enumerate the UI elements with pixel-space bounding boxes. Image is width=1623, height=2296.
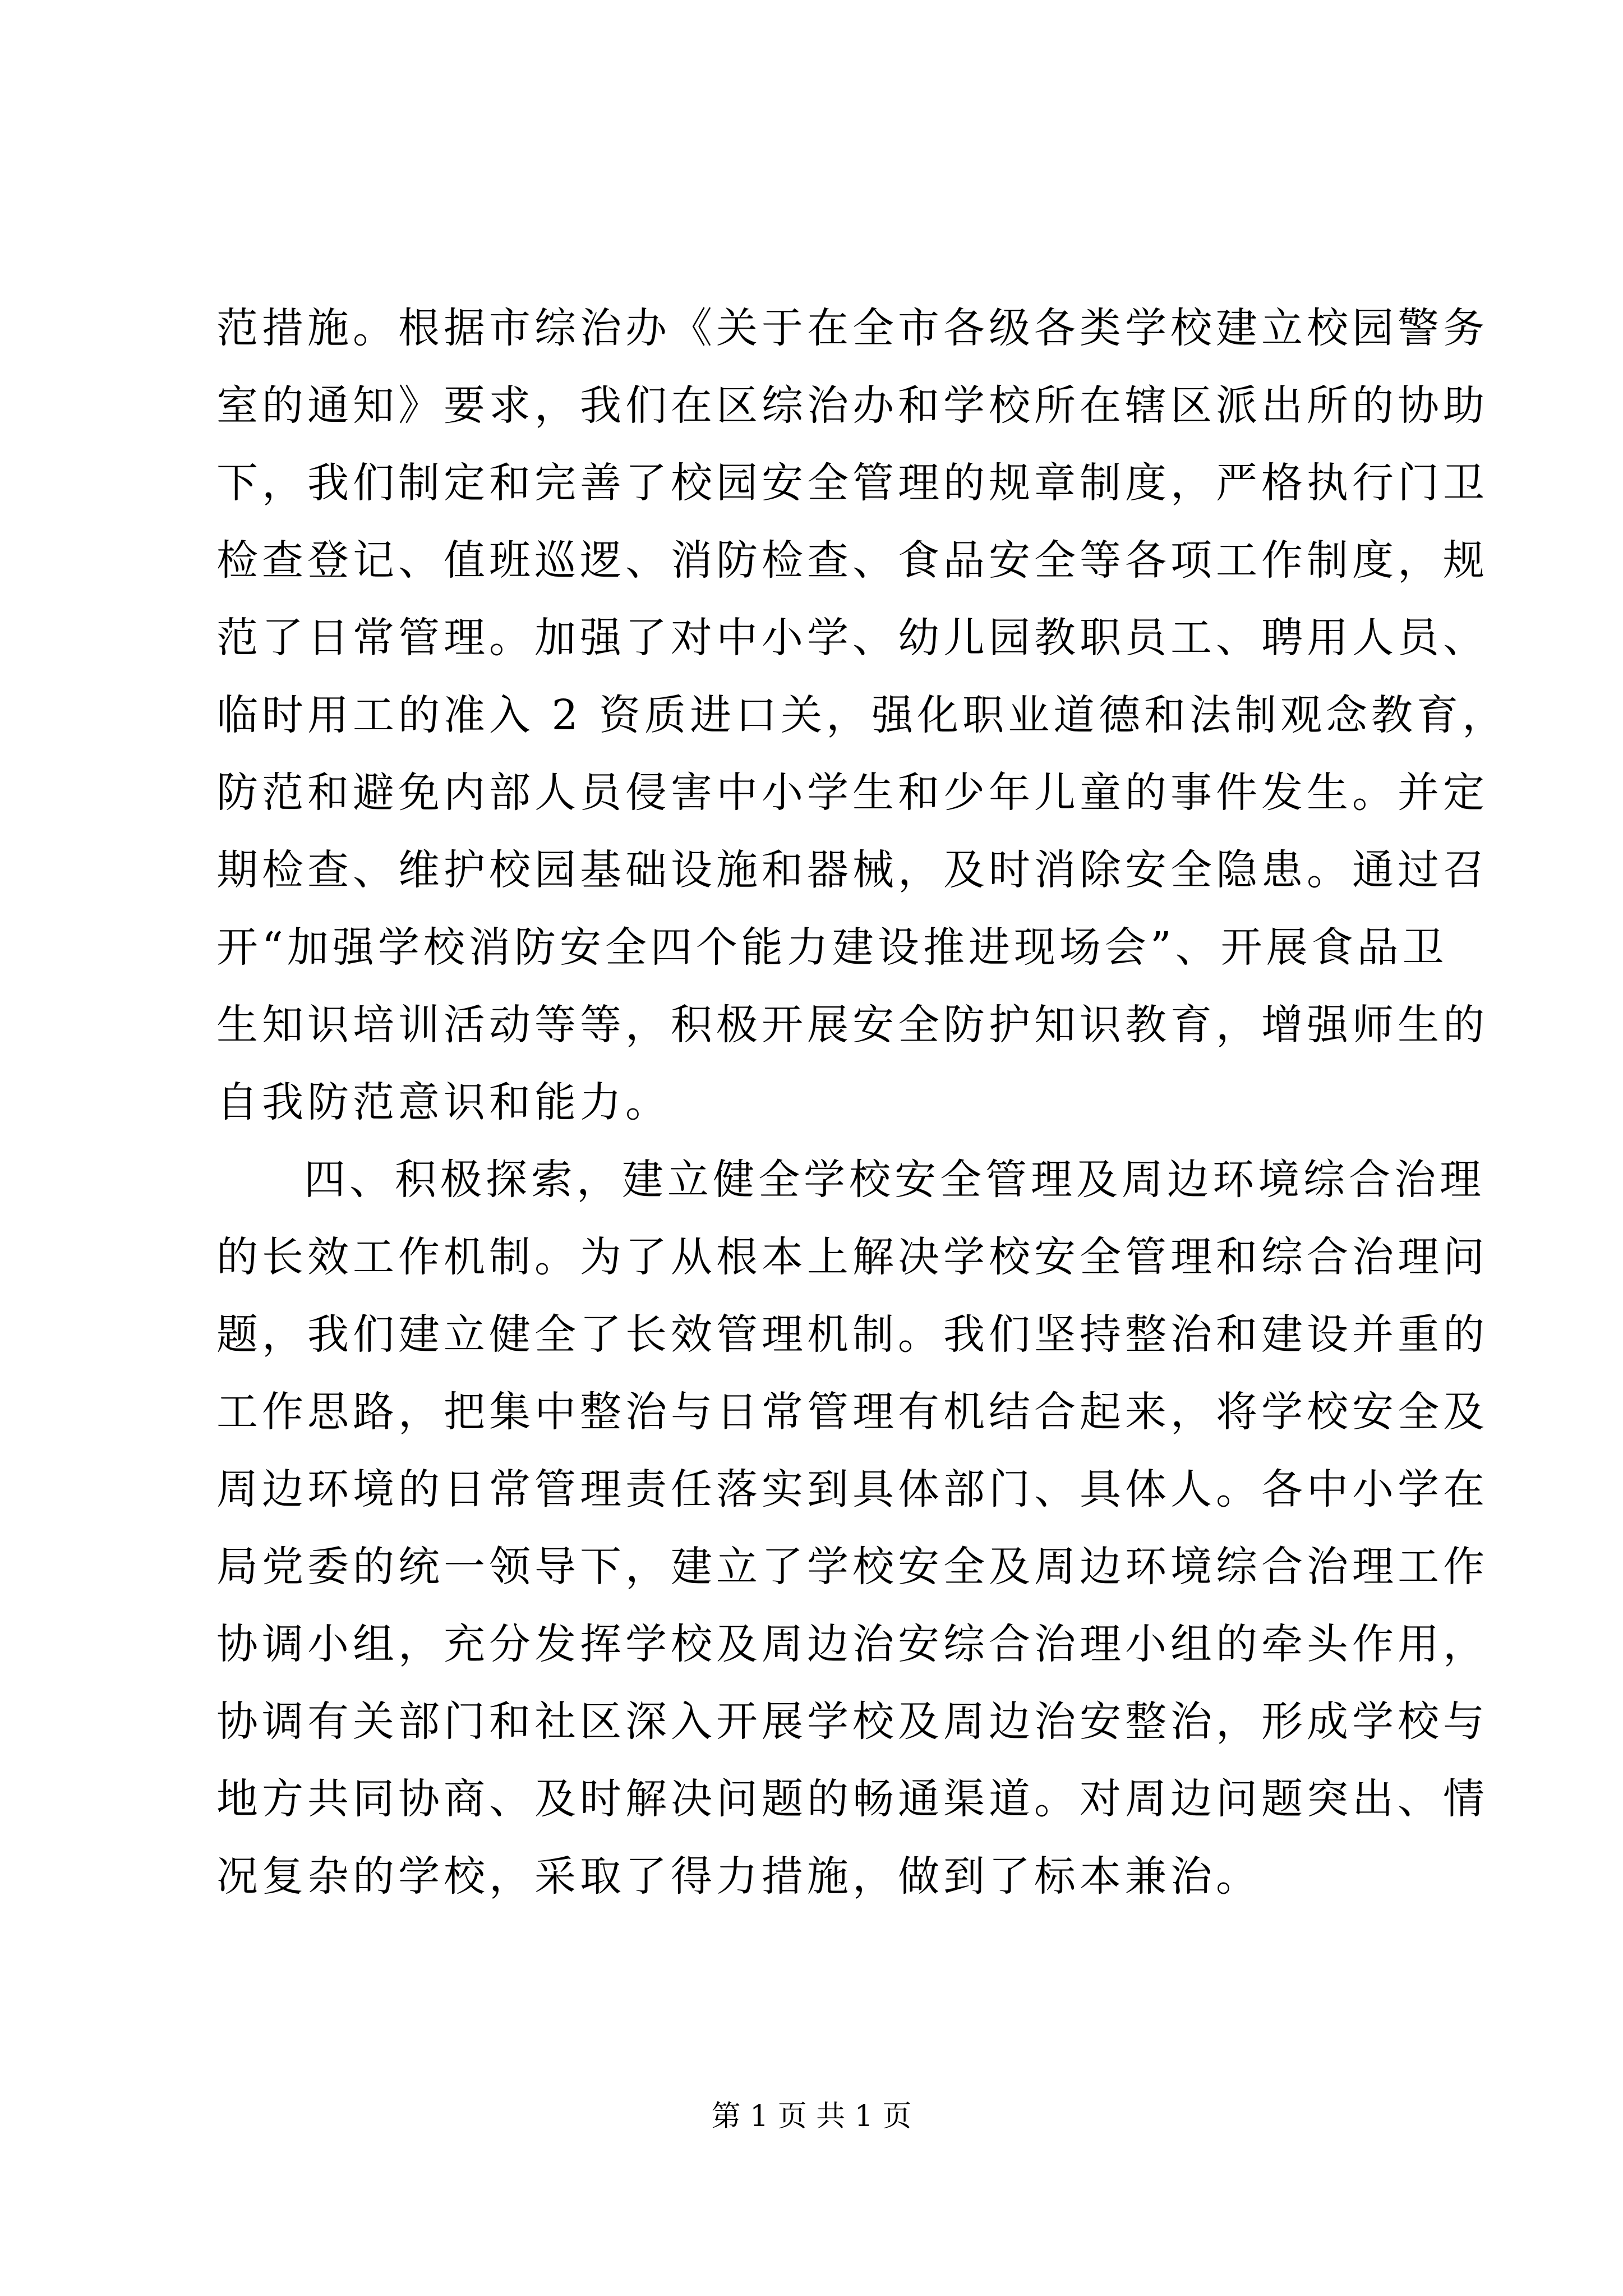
- text-line: 防范和避免内部人员侵害中小学生和少年儿童的事件发生。并定: [216, 769, 1488, 817]
- text-line-paragraph-end: 自我防范意识和能力。: [216, 1078, 671, 1126]
- page-number: 第 1 页 共 1 页: [711, 2100, 912, 2133]
- text-line: 下，我们制定和完善了校园安全管理的规章制度，严格执行门卫: [216, 459, 1488, 507]
- text-line: 期检查、维护校园基础设施和器械，及时消除安全隐患。通过召: [216, 846, 1488, 894]
- text-line: 周边环境的日常管理责任落实到具体部门、具体人。各中小学在: [216, 1465, 1488, 1513]
- text-line: 范措施。根据市综治办《关于在全市各级各类学校建立校园警务: [216, 304, 1488, 352]
- text-line: 开“加强学校消防安全四个能力建设推进现场会”、开展食品卫: [216, 923, 1448, 972]
- text-line-paragraph-start: 四、积极探索，建立健全学校安全管理及周边环境综合治理: [304, 1156, 1485, 1204]
- text-line: 局党委的统一领导下，建立了学校安全及周边环境综合治理工作: [216, 1543, 1488, 1591]
- text-line: 范了日常管理。加强了对中小学、幼儿园教职员工、聘用人员、: [216, 614, 1488, 662]
- text-line: 协调有关部门和社区深入开展学校及周边治安整治，形成学校与: [216, 1697, 1488, 1746]
- text-line: 临时用工的准入 2 资质进口关，强化职业道德和法制观念教育，: [216, 691, 1508, 739]
- text-line: 生知识培训活动等等，积极开展安全防护知识教育，增强师生的: [216, 1001, 1488, 1049]
- document-body: [216, 289, 1508, 1915]
- text-line-paragraph-end: 况复杂的学校，采取了得力措施，做到了标本兼治。: [216, 1852, 1261, 1901]
- text-line: 室的通知》要求，我们在区综治办和学校所在辖区派出所的协助: [216, 381, 1488, 430]
- text-line: 地方共同协商、及时解决问题的畅通渠道。对周边问题突出、情: [216, 1775, 1488, 1823]
- text-line: 协调小组，充分发挥学校及周边治安综合治理小组的牵头作用，: [216, 1620, 1488, 1668]
- text-line: 工作思路，把集中整治与日常管理有机结合起来，将学校安全及: [216, 1388, 1488, 1436]
- text-line: 题，我们建立健全了长效管理机制。我们坚持整治和建设并重的: [216, 1310, 1488, 1359]
- text-line: 的长效工作机制。为了从根本上解决学校安全管理和综合治理问: [216, 1233, 1488, 1281]
- text-line: 检查登记、值班巡逻、消防检查、食品安全等各项工作制度，规: [216, 536, 1488, 585]
